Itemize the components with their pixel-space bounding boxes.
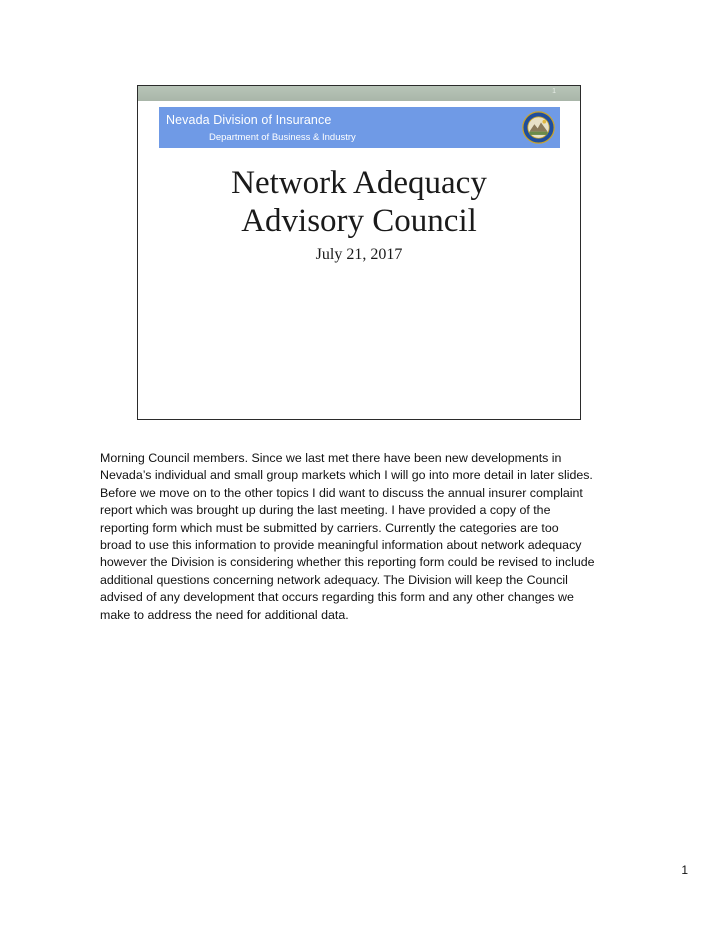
slide-top-bar [138,86,580,101]
slide-thumbnail [137,85,581,420]
slide-title-line-1: Network Adequacy [231,165,487,201]
notes-line: report which was brought up during the last meeting. I have provided a copy of the [100,503,551,518]
notes-line: Morning Council members. Since we last met there have been new developments in [100,451,562,465]
notes-line: additional questions concerning network adequacy. The Division will keep the Council [100,572,568,587]
department-name: Department of Business & Industry [209,132,356,143]
slide-date: July 21, 2017 [315,246,403,263]
slide-title [138,164,580,240]
speaker-notes [100,450,640,624]
nevada-state-seal-icon [522,111,555,144]
notes-line: however the Division is considering whether this reporting form could be revised to include [100,555,595,570]
notes-line: make to address the need for additional data. [100,607,349,622]
page-number: 1 [681,863,688,877]
slide-title-line-2: Advisory Council [241,203,477,239]
organization-name: Nevada Division of Insurance [166,113,332,127]
notes-line: Nevada’s individual and small group markets which I will go into more detail in later slides. [100,468,593,483]
slide-number: 1 [552,88,556,95]
notes-line: reporting form which must be submitted by carriers. Currently the categories are too [100,520,559,535]
header-banner [159,107,560,148]
notes-line: broad to use this information to provide meaningful information about network adequacy [100,538,582,553]
notes-line: Before we move on to the other topics I did want to discuss the annual insurer complaint [100,485,583,500]
notes-line: advised of any development that occurs regarding this form and any other changes we [100,590,574,605]
